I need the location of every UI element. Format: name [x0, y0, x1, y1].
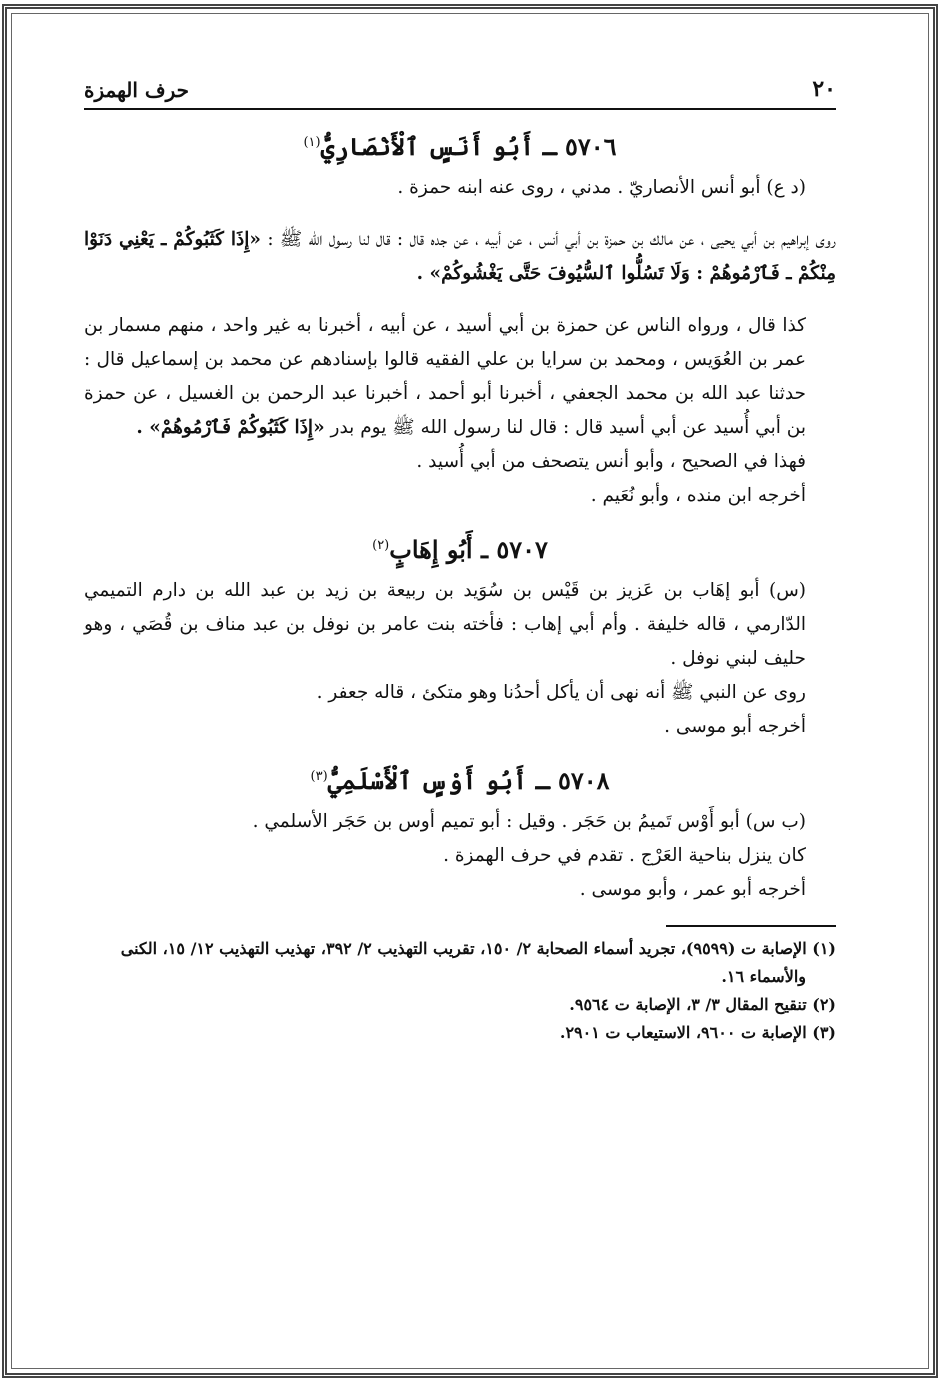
- entry-paragraph: [84, 223, 836, 291]
- hadith-quote: «إِذَا كَثَبُوكُمْ ـ يَعْنِي دَنَوْا مِنْكُمْ ـ فَٱرْمُوهُمْ : وَلَا تَسُلُّوا ٱلسُّيُوفَ حَتَّى يَغْشُوكُمْ» .: [84, 229, 836, 284]
- entry-title: [84, 132, 836, 161]
- footnotes: [84, 935, 836, 1047]
- entry-paragraph: (د ع) أبو أنس الأنصاريّ . مدني ، روى عنه ابنه حمزة .: [397, 177, 806, 198]
- footnote-ref: (٢): [372, 538, 390, 553]
- footnote-divider: [666, 925, 836, 927]
- entry-paragraph: (س) أبو إهَاب بن عَزيز بن قَيْس بن سُوَيد بن ربيعة بن زيد بن عبد الله بن دارم التميمي الدّارمي ، قاله خليفة . وأم أبي إهاب : فأخته بنت عامر بن نوفل بن عبد مناف بن قُصَي ، وهو حليف لبني نوفل .: [84, 580, 806, 669]
- page-content: [84, 68, 836, 1047]
- running-title: حرف الهمزة: [84, 78, 190, 102]
- entry-5707: [84, 535, 836, 744]
- entry-paragraph: (ب س) أبو أَوْس تَميمُ بن حَجَر . وقيل : أبو تميم أوس بن حَجَر الأسلمي .: [252, 811, 806, 832]
- entry-title-text: ٥٧٠٦ ـ أَبُو أَنَسٍ ٱلْأَنْصَارِيُّ: [320, 132, 617, 161]
- narration-text: كذا قال ، ورواه الناس عن حمزة بن أبي أسيد ، عن أبيه ، أخبرنا به غير واحد ، منهم مسمار بن عمر بن العُوَيس ، ومحمد بن سرايا بن علي الفقيه قالوا بإسنادهم عن محمد بن إسماعيل قال : حدثنا عبد الله بن محمد الجعفي ، أخبرنا أبو أحمد ، أخبرنا عبد الرحمن بن الغسيل ، عن حمزة بن أبي أُسيد عن أبي أسيد قال : قال لنا رسول الله ﷺ يوم بدر: [84, 315, 806, 438]
- entry-paragraph: فهذا في الصحيح ، وأبو أنس يتصحف من أبي أُسيد .: [416, 451, 806, 472]
- entry-paragraph: [84, 309, 836, 445]
- entry-paragraph: كان ينزل بناحية العَرْج . تقدم في حرف الهمزة .: [443, 845, 806, 866]
- entry-5706: [84, 132, 836, 513]
- page-number: ٢٠: [812, 76, 836, 102]
- entry-title-text: ٥٧٠٨ ـ أَبُو أَوْسٍ ٱلْأَسْلَمِيُّ: [327, 766, 610, 795]
- narration-text: روى إبراهيم بن أبي يحيى ، عن مالك بن حمزة بن أبي أنس ، عن أبيه ، عن جده قال : قال لنا رسول الله ﷺ :: [267, 229, 836, 250]
- entry-title: [84, 766, 836, 795]
- entry-title: [84, 535, 836, 564]
- entry-paragraph: أخرجه أبو عمر ، وأبو موسى .: [579, 879, 806, 900]
- footnote-ref: (٣): [310, 769, 328, 784]
- footnote: (١) الإصابة ت (٩٥٩٩)، تجريد أسماء الصحابة ٢/ ١٥٠، تقريب التهذيب ٢/ ٣٩٢، تهذيب التهذيب ١٢/ ١٥، الكنى والأسماء ١٦.: [120, 939, 836, 986]
- footnote: (٢) تنقيح المقال ٣/ ٣، الإصابة ت ٩٥٦٤.: [569, 995, 836, 1014]
- entry-title-text: ٥٧٠٧ ـ أَبُو إِهَابٍ: [389, 535, 548, 564]
- footnote: (٣) الإصابة ت ٩٦٠٠، الاستيعاب ت ٢٩٠١.: [559, 1023, 836, 1042]
- entry-5708: [84, 766, 836, 907]
- entry-paragraph: أخرجه أبو موسى .: [664, 716, 806, 737]
- entry-paragraph: أخرجه ابن منده ، وأبو نُعَيم .: [590, 485, 806, 506]
- footnote-ref: (١): [303, 135, 321, 150]
- page-header: [84, 68, 836, 110]
- entry-paragraph: روى عن النبي ﷺ أنه نهى أن يأكل أحدُنا وهو متكئ ، قاله جعفر .: [316, 682, 806, 703]
- hadith-quote: «إِذَا كَثَبُوكُمْ فَٱرْمُوهُمْ» .: [136, 417, 325, 438]
